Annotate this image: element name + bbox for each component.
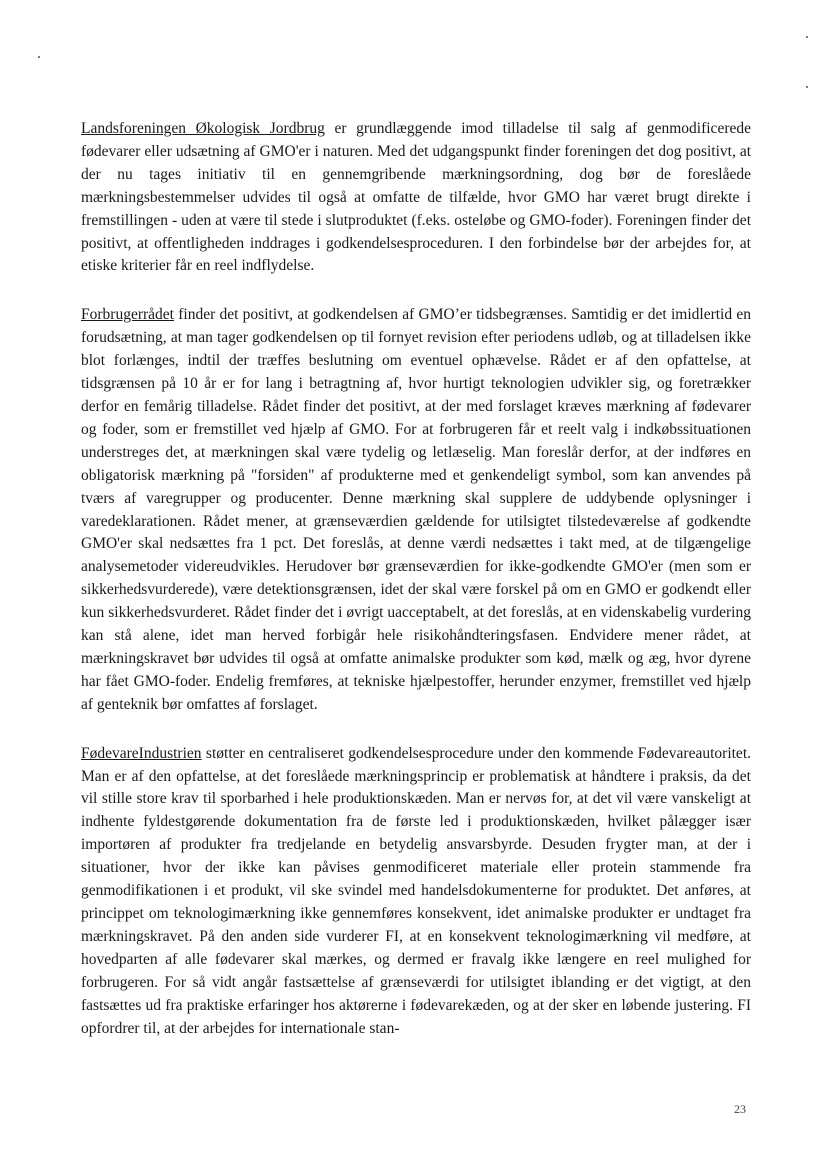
paragraph-foedevareindustrien: [81, 743, 751, 1041]
paragraph-landsforeningen: [81, 118, 751, 278]
page-number: 23: [734, 1102, 746, 1116]
paragraph-forbrugerraadet: [81, 304, 751, 716]
scan-speck: [806, 36, 808, 38]
organization-name: FødevareIndustrien: [81, 744, 202, 762]
paragraph-text: er grundlæggende imod tilladelse til salg af genmodificerede fødevarer eller udsætning af GMO'er i naturen. Med det udgangspunkt finder foreningen det dog positivt, at der nu tages initiativ til en gennemgribende mærkningsordning, dog bør de foreslåede mærkningsbestemmelser udvides til også at omfatte de tilfælde, hvor GMO har været brugt direkte i fremstillingen - uden at være til stede i slutproduktet (f.eks. osteløbe og GMO-foder). Foreningen finder det positivt, at offentligheden inddrages i godkendelsesproceduren. I den forbindelse bør der arbejdes for, at etiske kriterier får en reel indflydelse.: [81, 120, 751, 275]
organization-name: Forbrugerrådet: [81, 306, 174, 324]
page-body: [81, 118, 751, 1066]
paragraph-text: støtter en centraliseret godkendelsesprocedure under den kommende Fødevareautoritet. Man er af den opfattelse, at det foreslåede mærkningsprincip er problematisk at håndtere i praksis, da det vil stille store krav til sporbarhed i hele produktionskæden. Man er nervøs for, at det vil være vanskeligt at indhente fyldestgørende dokumentation fra de første led i produktionskæden, hvilket pålægger især importøren af produkter fra tredjelande en betydelig ansvarsbyrde. Desuden frygter man, at der i situationer, hvor der ikke kan påvises genmodificeret materiale eller protein stammende fra genmodifikationen i et produkt, vil ske svindel med handelsdokumenterne for produktet. Det anføres, at princippet om teknologimærkning ikke gennemføres konsekvent, idet animalske produkter er undtaget fra mærkningskravet. På den anden side vurderer FI, at en konsekvent teknologimærkning vil medføre, at hovedparten af alle fødevarer skal mærkes, og dermed er fravalg ikke længere en reel mulighed for forbrugeren. For så vidt angår fastsættelse af grænseværdi for utilsigtet iblanding er det vigtigt, at den fastsættes ud fra praktiske erfaringer hos aktørerne i fødevarekæden, og at der sker en løbende justering. FI opfordrer til, at der arbejdes for internationale stan-: [81, 744, 751, 1037]
paragraph-text: finder det positivt, at godkendelsen af GMO’er tidsbegrænses. Samtidig er det imidlertid en forudsætning, at man tager godkendelsen op til fornyet revision efter periodens udløb, og at tilladelsen ikke blot forlænges, indtil der træffes beslutning om eventuel ophævelse. Rådet er af den opfattelse, at tidsgrænsen på 10 år er for lang i betragtning af, hvor hurtigt teknologien udvikler sig, og foretrækker derfor en femårig tilladelse. Rådet finder det positivt, at der med forslaget kræves mærkning af fødevarer og foder, som er fremstillet ved hjælp af GMO. For at forbrugeren får et reelt valg i indkøbssituationen understreges det, at mærkningen skal være tydelig og letlæselig. Man foreslår derfor, at der indføres en obligatorisk mærkning på "forsiden" af produkterne med et genkendeligt symbol, som kan anvendes på tværs af varegrupper og producenter. Denne mærkning skal supplere de uddybende oplysninger i varedeklarationen. Rådet mener, at grænseværdien gældende for utilsigtet tilstedeværelse af godkendte GMO'er skal nedsættes fra 1 pct. Det foreslås, at denne værdi nedsættes i takt med, at de tilgængelige analysemetoder videreudvikles. Herudover bør grænseværdien for ikke-godkendte GMO'er (men som er sikkerhedsvurderede), være detektionsgrænsen, idet der skal være forskel på om en GMO er godkendt eller kun sikkerhedsvurderet. Rådet finder det i øvrigt uacceptabelt, at det foreslås, at en videnskabelig vurdering kan stå alene, idet man herved forbigår hele risikohåndteringsfasen. Endvidere mener rådet, at mærkningskravet bør udvides til også at omfatte animalske produkter som kød, mælk og æg, hvor dyrene har fået GMO-foder. Endelig fremføres, at tekniske hjælpestoffer, herunder enzymer, fremstillet ved hjælp af genteknik bør omfattes af forslaget.: [81, 306, 751, 713]
scan-speck: [806, 86, 808, 88]
organization-name: Landsforeningen Økologisk Jordbrug: [81, 120, 325, 137]
scan-speck: [38, 56, 40, 58]
